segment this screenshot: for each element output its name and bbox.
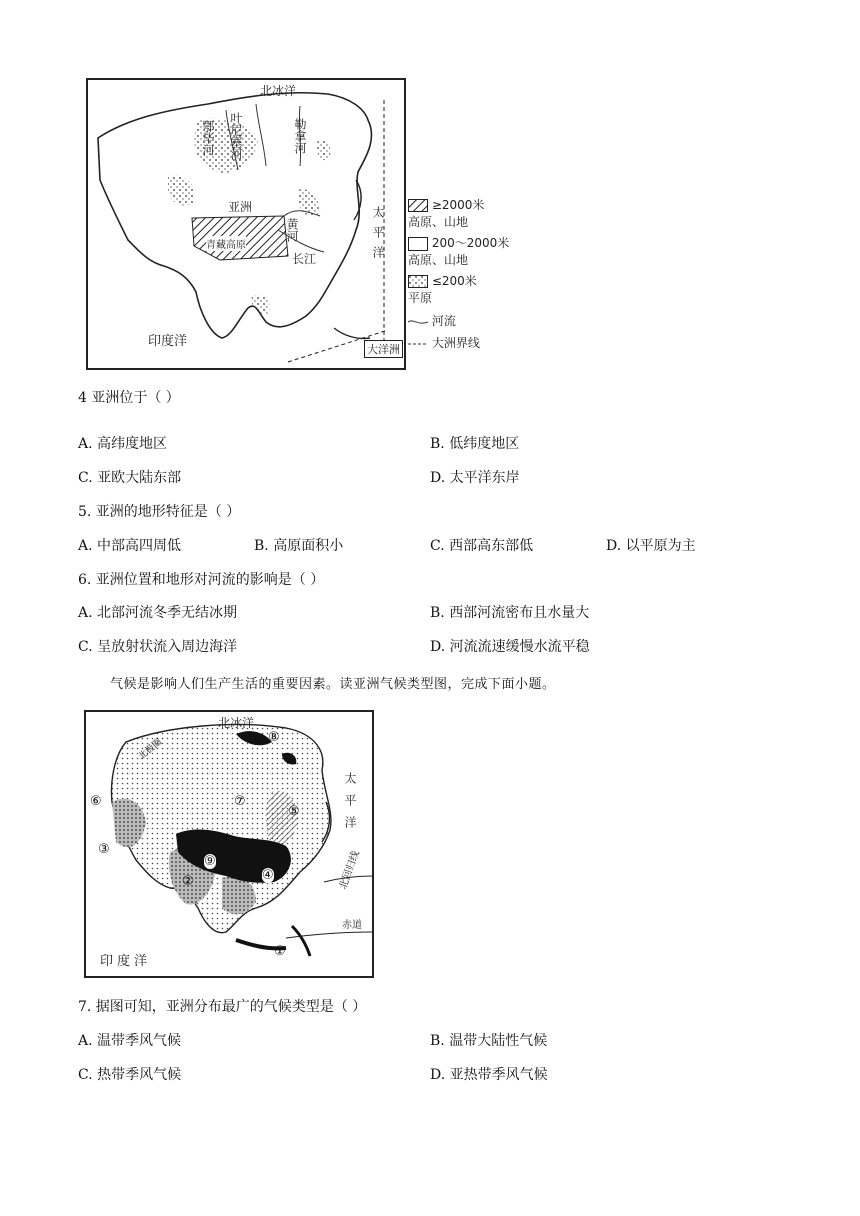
asia-terrain-map bbox=[86, 78, 406, 370]
legend-mid-swatch bbox=[408, 237, 428, 251]
q6-option-c[interactable]: C. 呈放射状流入周边海洋 bbox=[78, 639, 238, 655]
map2-label-indian: 印度洋 bbox=[100, 954, 152, 969]
asia-climate-map bbox=[84, 710, 374, 978]
map1-label-yellow: 黄河 bbox=[285, 218, 299, 242]
asia-terrain-map-drawing bbox=[88, 80, 404, 368]
legend-low-line1: ≤200米 bbox=[431, 274, 477, 288]
map2-label-tropic: 北回归线 bbox=[337, 849, 362, 891]
map1-label-pacific: 太平洋 bbox=[371, 206, 385, 266]
legend-mid-line2: 高原、山地 bbox=[408, 253, 469, 267]
legend-high-line1: ≥2000米 bbox=[431, 198, 485, 212]
climate-intro: 气候是影响人们生产生活的重要因素。读亚洲气候类型图，完成下面小题。 bbox=[110, 677, 556, 692]
q6-stem: 6. 亚洲位置和地形对河流的影响是（ ） bbox=[78, 572, 325, 588]
map1-label-arctic: 北冰洋 bbox=[260, 84, 297, 98]
q7-stem: 7. 据图可知，亚洲分布最广的气候类型是（ ） bbox=[78, 999, 367, 1015]
legend-river-label: 河流 bbox=[431, 314, 456, 328]
q6-option-a[interactable]: A. 北部河流冬季无结冰期 bbox=[78, 605, 238, 621]
q4-option-c[interactable]: C. 亚欧大陆东部 bbox=[78, 470, 182, 486]
q4-option-b[interactable]: B. 低纬度地区 bbox=[430, 436, 520, 452]
legend-mid-line1: 200～2000米 bbox=[431, 236, 510, 250]
q5-option-b[interactable]: B. 高原面积小 bbox=[254, 538, 344, 554]
q5-option-a[interactable]: A. 中部高四周低 bbox=[78, 538, 182, 554]
q7-option-b[interactable]: B. 温带大陆性气候 bbox=[430, 1033, 548, 1049]
asia-climate-map-drawing bbox=[86, 712, 372, 976]
map2-label-pacific: 太平洋 bbox=[343, 772, 357, 838]
legend-boundary-line-icon bbox=[408, 339, 428, 349]
map1-label-yenisei: 叶尼塞河 bbox=[229, 112, 243, 160]
climate-zone-9: ⑨ bbox=[204, 854, 216, 869]
legend-river-line-icon bbox=[408, 317, 428, 327]
climate-zone-3: ③ bbox=[98, 842, 110, 857]
legend-boundary bbox=[408, 334, 480, 351]
map1-label-indian: 印度洋 bbox=[148, 334, 188, 349]
legend-high-swatch bbox=[408, 199, 428, 212]
legend-high bbox=[408, 196, 484, 230]
map1-label-yangtze: 长江 bbox=[292, 252, 317, 266]
q5-option-d[interactable]: D. 以平原为主 bbox=[606, 538, 696, 554]
q5-stem: 5. 亚洲的地形特征是（ ） bbox=[78, 504, 241, 520]
q5-option-c[interactable]: C. 西部高东部低 bbox=[430, 538, 534, 554]
legend-river bbox=[408, 312, 456, 329]
map2-label-arctic: 北冰洋 bbox=[218, 716, 255, 730]
q7-option-c[interactable]: C. 热带季风气候 bbox=[78, 1067, 182, 1083]
q4-stem: 4 亚洲位于（ ） bbox=[78, 390, 180, 406]
map2-label-equator: 赤道 bbox=[342, 920, 362, 931]
climate-zone-5: ⑤ bbox=[288, 804, 300, 819]
legend-boundary-label: 大洲界线 bbox=[431, 336, 480, 350]
climate-zone-7: ⑦ bbox=[234, 794, 246, 809]
legend-mid bbox=[408, 234, 509, 268]
q6-option-d[interactable]: D. 河流流速缓慢水流平稳 bbox=[430, 639, 590, 655]
q4-option-a[interactable]: A. 高纬度地区 bbox=[78, 436, 168, 452]
climate-zone-2: ② bbox=[182, 874, 194, 889]
climate-zone-8: ⑧ bbox=[268, 730, 280, 745]
map1-label-lena: 勒拿河 bbox=[293, 118, 307, 154]
climate-zone-1: ① bbox=[274, 944, 286, 959]
q7-option-d[interactable]: D. 亚热带季风气候 bbox=[430, 1067, 548, 1083]
climate-zone-6: ⑥ bbox=[90, 794, 102, 809]
climate-zone-4: ④ bbox=[262, 868, 274, 883]
q6-option-b[interactable]: B. 西部河流密布且水量大 bbox=[430, 605, 590, 621]
q4-option-d[interactable]: D. 太平洋东岸 bbox=[430, 470, 520, 486]
map1-label-asia: 亚洲 bbox=[228, 200, 253, 214]
q7-option-a[interactable]: A. 温带季风气候 bbox=[78, 1033, 182, 1049]
legend-low-line2: 平原 bbox=[408, 291, 433, 305]
map2-label-arctic-circle: 北极圈 bbox=[136, 737, 165, 763]
legend-low bbox=[408, 272, 477, 306]
map1-label-ob: 鄂毕河 bbox=[201, 120, 215, 156]
legend-low-swatch bbox=[408, 275, 428, 288]
legend-high-line2: 高原、山地 bbox=[408, 215, 469, 229]
map1-label-oceania: 大洋洲 bbox=[364, 340, 403, 358]
map1-label-tibet: 青藏高原 bbox=[206, 236, 246, 251]
